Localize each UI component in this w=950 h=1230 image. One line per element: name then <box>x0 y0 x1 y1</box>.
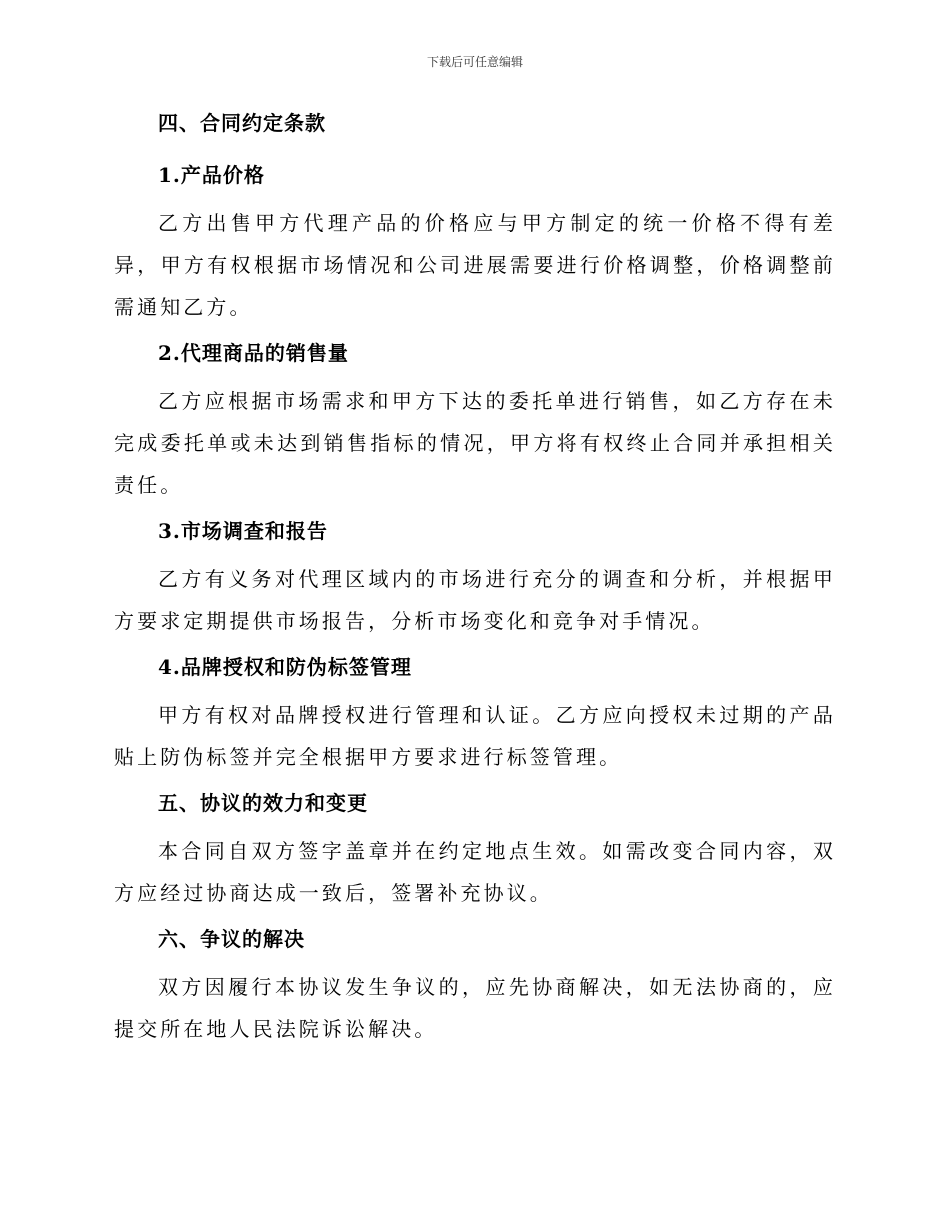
section-heading-brand-authorization: 4.品牌授权和防伪标签管理 <box>158 655 412 679</box>
page-header-note: 下载后可任意编辑 <box>426 55 523 69</box>
section-heading-sales-volume: 2.代理商品的销售量 <box>158 341 349 365</box>
paragraph-sales-volume: 乙方应根据市场需求和甲方下达的委托单进行销售，如乙方存在未完成委托单或未达到销售指标的情况，甲方将有权终止合同并承担相关责任。 <box>114 389 836 497</box>
paragraph-market-survey: 乙方有义务对代理区域内的市场进行充分的调查和分析，并根据甲方要求定期提供市场报告，分析市场变化和竞争对手情况。 <box>114 567 836 633</box>
paragraph-product-price: 乙方出售甲方代理产品的价格应与甲方制定的统一价格不得有差异，甲方有权根据市场情况和公司进展需要进行价格调整，价格调整前需通知乙方。 <box>114 211 836 319</box>
paragraph-dispute-resolution: 双方因履行本协议发生争议的，应先协商解决，如无法协商的，应提交所在地人民法院诉讼解决。 <box>114 975 836 1041</box>
section-heading-dispute-resolution: 六、争议的解决 <box>158 927 305 951</box>
section-heading-product-price: 1.产品价格 <box>158 163 265 187</box>
paragraph-validity-change: 本合同自双方签字盖章并在约定地点生效。如需改变合同内容，双方应经过协商达成一致后，签署补充协议。 <box>114 839 836 905</box>
document-body <box>114 108 836 1050</box>
section-heading-validity-change: 五、协议的效力和变更 <box>158 791 368 815</box>
paragraph-brand-authorization: 甲方有权对品牌授权进行管理和认证。乙方应向授权未过期的产品贴上防伪标签并完全根据甲方要求进行标签管理。 <box>114 703 836 769</box>
section-heading-contract-terms: 四、合同约定条款 <box>158 111 326 135</box>
section-heading-market-survey: 3.市场调查和报告 <box>158 519 328 543</box>
